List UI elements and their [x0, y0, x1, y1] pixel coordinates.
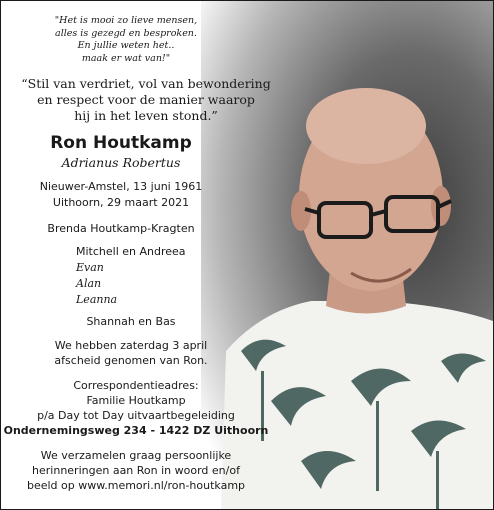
memori-line: We verzamelen graag persoonlijke	[40, 449, 232, 462]
child-line: Mitchell en Andreea	[76, 245, 186, 258]
memori-line: beeld op www.memori.nl/ron-houtkamp	[26, 479, 246, 492]
memori-line: herinneringen aan Ron in woord en/of	[32, 464, 240, 477]
correspondence-name: Familie Houtkamp	[86, 394, 186, 407]
correspondence-heading: Correspondentieadres:	[73, 379, 199, 392]
quote	[1, 76, 291, 124]
quote-line: en respect voor de manier waarop	[37, 92, 255, 107]
poem-line: maak er wat van!"	[81, 52, 171, 64]
deceased-name: Ron Houtkamp	[50, 133, 192, 153]
poem-line: alles is gezegd en besproken.	[55, 27, 197, 39]
poem-line: En jullie weten het..	[77, 40, 175, 51]
memori-notice	[1, 448, 271, 493]
child-line-2: Shannah en Bas	[86, 315, 176, 328]
opening-poem	[51, 15, 201, 65]
poem-line: "Het is mooi zo lieve mensen,	[54, 15, 198, 26]
correspondence-care-of: p/a Day tot Day uitvaartbegeleiding	[37, 409, 235, 422]
correspondence-street: Ondernemingsweg 234 - 1422 DZ Uithoorn	[3, 424, 269, 437]
children-block	[76, 244, 186, 308]
birth-line: Nieuwer-Amstel, 13 juni 1961	[39, 180, 203, 193]
farewell-line: afscheid genomen van Ron.	[54, 354, 208, 367]
grandchild: Alan	[76, 277, 102, 290]
farewell-line: We hebben zaterdag 3 april	[54, 339, 208, 352]
quote-line: hij in het leven stond.”	[74, 108, 218, 123]
partner: Brenda Houtkamp-Kragten	[47, 222, 195, 235]
death-line: Uithoorn, 29 maart 2021	[52, 196, 190, 209]
life-dates	[1, 179, 241, 211]
farewell-notice	[1, 338, 261, 368]
grandchild: Leanna	[76, 293, 118, 306]
quote-line: “Stil van verdriet, vol van bewondering	[21, 76, 271, 91]
given-names: Adrianus Robertus	[61, 155, 181, 170]
grandchild: Evan	[76, 261, 104, 274]
correspondence-address	[1, 378, 271, 438]
